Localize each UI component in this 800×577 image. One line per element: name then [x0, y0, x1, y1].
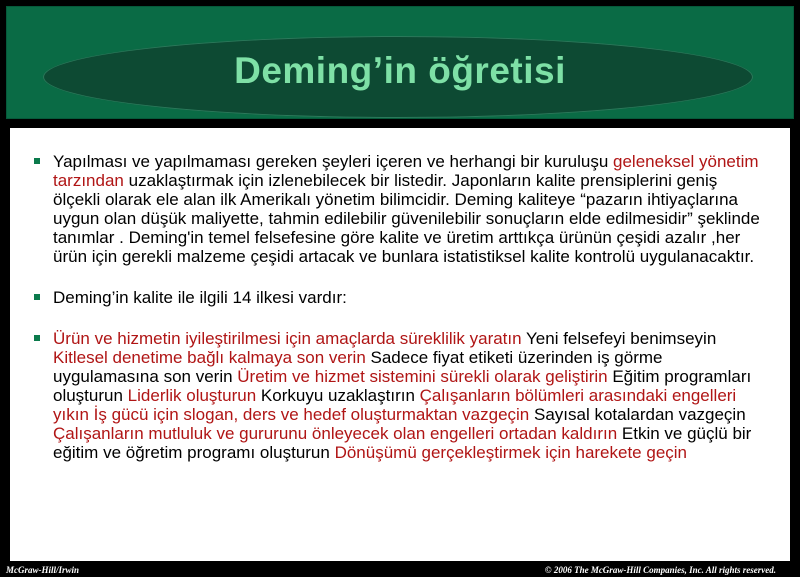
square-bullet-icon: [34, 158, 40, 164]
body-text: Deming’in kalite ile ilgili 14 ilkesi vardır:: [53, 288, 347, 307]
body-text: Yeni felsefeyi benimseyin: [521, 329, 717, 348]
footer: [0, 561, 800, 577]
title-band: [0, 0, 800, 124]
emphasis-text: Çalışanların bölümleri arasındaki engelleri yıkın İş gücü için slogan, ders ve hedef oluşturmaktan vazgeçin: [53, 386, 737, 424]
emphasis-text: Liderlik oluşturun: [127, 386, 257, 405]
emphasis-text: Üretim ve hizmet sistemini sürekli olarak geliştirin: [237, 367, 608, 386]
body-text: Yapılması ve yapılmaması gereken şeyleri içeren ve herhangi bir kuruluşu: [53, 152, 614, 171]
bullet-item: [32, 288, 762, 307]
slide-content: [10, 128, 790, 561]
title-box: [6, 6, 794, 119]
emphasis-text: Dönüşümü gerçekleştirmek için harekete geçin: [334, 443, 688, 462]
body-text: uzaklaştırmak için izlenebilecek bir listedir. Japonların kalite prensiplerini geniş ölçekli olarak ele alan ilk Amerikalı yönetim bilimcidir. Deming kaliteye “pazarın ihtiyaçlarına uygun olan düşük maliyette, tahmin edilebilir güvenilebilir sonuçların elde edilmesidir” şeklinde tanımlar . Deming'in temel felsefesine göre kalite ve üretim arttıkça ürünün çeşidi azalır ,her ürün için gerekli malzeme çeşidi artacak ve bunlara istatistiksel kalite kontrolü uygulanacaktır.: [53, 171, 760, 266]
body-text: Etkin ve güçlü bir eğitim ve öğretim programı oluşturun: [53, 424, 752, 462]
bullet-list: [32, 152, 762, 462]
bullet-item: [32, 329, 762, 462]
square-bullet-icon: [34, 335, 40, 341]
slide-title: Deming’in öğretisi: [234, 50, 566, 91]
body-text: Sadece fiyat etiketi üzerinden iş görme uygulamasına son verin: [53, 348, 663, 386]
footer-copyright: © 2006 The McGraw-Hill Companies, Inc. All rights reserved.: [544, 565, 776, 575]
emphasis-text: geleneksel yönetim tarzından: [53, 152, 759, 190]
bullet-item: [32, 152, 762, 266]
body-text: Eğitim programları oluşturun: [53, 367, 752, 405]
body-text: Sayısal kotalardan vazgeçin: [529, 405, 746, 424]
emphasis-text: Ürün ve hizmetin iyileştirilmesi için amaçlarda süreklilik yaratın: [53, 329, 522, 348]
square-bullet-icon: [34, 294, 40, 300]
body-text: Korkuyu uzaklaştırın: [256, 386, 420, 405]
emphasis-text: Çalışanların mutluluk ve gururunu önleyecek olan engelleri ortadan kaldırın: [53, 424, 618, 443]
footer-publisher: McGraw-Hill/Irwin: [6, 565, 80, 575]
emphasis-text: Kitlesel denetime bağlı kalmaya son verin: [53, 348, 366, 367]
